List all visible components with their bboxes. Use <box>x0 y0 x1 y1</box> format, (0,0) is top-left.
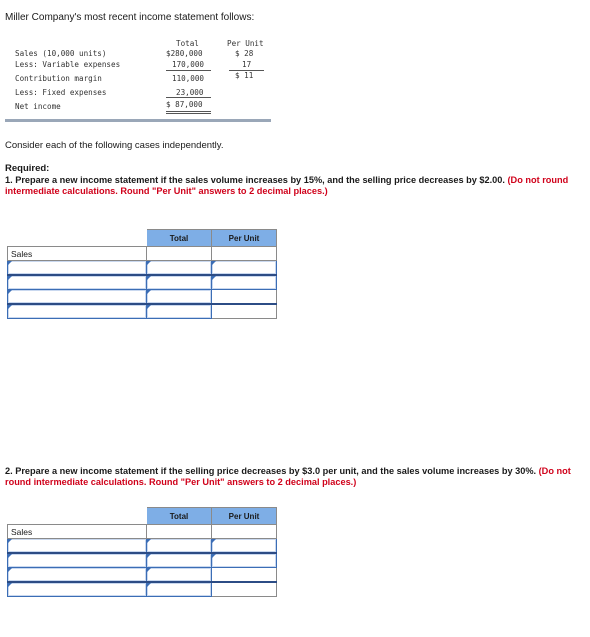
statement-row-per-unit: $ 11 <box>235 71 254 80</box>
per-unit-cell <box>212 568 277 583</box>
row-label-input[interactable] <box>8 568 147 583</box>
statement-divider <box>5 119 271 122</box>
col-per-unit-header: Per Unit <box>212 230 277 247</box>
total-underline <box>166 97 211 98</box>
total-input[interactable] <box>147 304 212 319</box>
statement-row-per-unit: 17 <box>242 60 252 69</box>
row-label-input[interactable] <box>8 539 147 554</box>
total-input[interactable] <box>147 290 212 305</box>
row-label-input[interactable] <box>8 582 147 597</box>
statement-row-label: Sales (10,000 units) <box>15 49 107 58</box>
total-cell <box>147 247 212 261</box>
statement-row-total: 110,000 <box>172 74 205 83</box>
statement-row-total: 170,000 <box>172 60 205 69</box>
total-input[interactable] <box>147 568 212 583</box>
statement-col-per-unit: Per Unit <box>227 39 264 48</box>
total-input[interactable] <box>147 582 212 597</box>
total-input[interactable] <box>147 539 212 554</box>
per-unit-cell <box>212 290 277 305</box>
per-unit-cell <box>212 525 277 539</box>
row-label-input[interactable] <box>8 275 147 290</box>
row-label-input[interactable] <box>8 290 147 305</box>
per-unit-input[interactable] <box>212 539 277 554</box>
statement-row-total: $280,000 <box>166 49 203 58</box>
col-per-unit-header: Per Unit <box>212 508 277 525</box>
statement-row-total: 23,000 <box>176 88 204 97</box>
requirement-1-text: 1. Prepare a new income statement if the sales volume increases by 15%, and the selling price decreases by $2.00. <box>5 175 505 185</box>
intro-text: Miller Company's most recent income statement follows: <box>5 12 255 23</box>
statement-row-per-unit: $ 28 <box>235 49 254 58</box>
per-unit-cell <box>212 582 277 597</box>
income-statement <box>5 33 271 119</box>
statement-row-label: Less: Variable expenses <box>15 60 121 69</box>
per-unit-cell <box>212 304 277 319</box>
total-input[interactable] <box>147 553 212 568</box>
required-heading: Required: <box>5 163 50 174</box>
income-statement-table-1 <box>7 229 277 319</box>
total-underline <box>166 70 211 71</box>
total-input[interactable] <box>147 261 212 276</box>
col-total-header: Total <box>147 508 212 525</box>
statement-row-label: Contribution margin <box>15 74 102 83</box>
statement-row-label: Net income <box>15 102 61 111</box>
total-double-underline <box>166 113 211 114</box>
requirement-2 <box>5 466 590 488</box>
requirement-2-text: 2. Prepare a new income statement if the selling price decreases by $3.0 per unit, and the sales volume increases by 30%. <box>5 466 537 476</box>
requirement-1-note: (Do not round intermediate calculations. Round "Per Unit" answers to 2 decimal places.) <box>5 175 569 196</box>
total-cell <box>147 525 212 539</box>
statement-row-label: Less: Fixed expenses <box>15 88 107 97</box>
requirement-2-note: (Do not round intermediate calculations. Round "Per Unit" answers to 2 decimal places.) <box>5 466 571 487</box>
requirement-1 <box>5 175 590 197</box>
income-statement-table-2 <box>7 507 277 597</box>
total-input[interactable] <box>147 275 212 290</box>
row-label-sales: Sales <box>8 247 147 261</box>
statement-col-total: Total <box>176 39 199 48</box>
row-label-input[interactable] <box>8 261 147 276</box>
statement-row-total: $ 87,000 <box>166 100 203 109</box>
per-unit-input[interactable] <box>212 553 277 568</box>
row-label-input[interactable] <box>8 304 147 319</box>
col-total-header: Total <box>147 230 212 247</box>
total-double-underline <box>166 111 211 112</box>
per-unit-input[interactable] <box>212 261 277 276</box>
row-label-input[interactable] <box>8 553 147 568</box>
per-unit-input[interactable] <box>212 275 277 290</box>
row-label-sales: Sales <box>8 525 147 539</box>
consider-text: Consider each of the following cases independently. <box>5 140 224 151</box>
per-unit-cell <box>212 247 277 261</box>
